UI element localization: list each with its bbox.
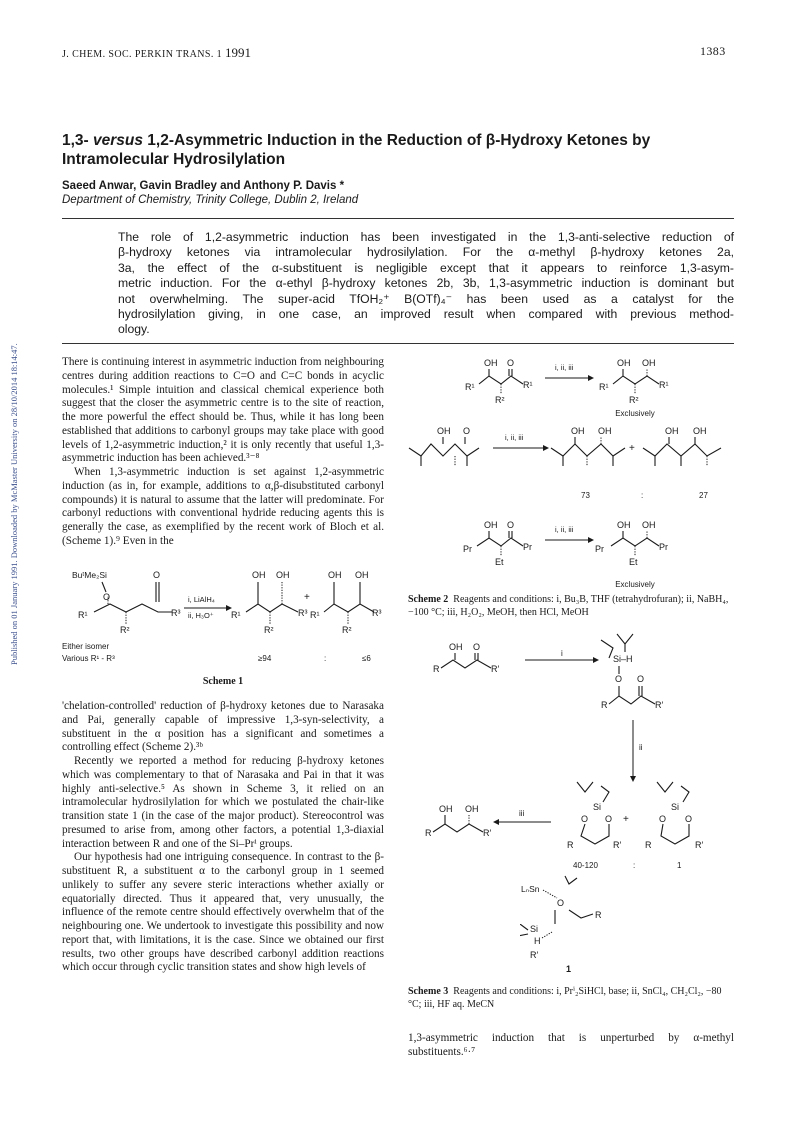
svg-text:Et: Et bbox=[629, 557, 638, 567]
svg-text:R¹: R¹ bbox=[310, 610, 320, 620]
svg-text:+: + bbox=[623, 814, 629, 825]
svg-text:O: O bbox=[103, 592, 111, 602]
svg-text:OH: OH bbox=[355, 570, 369, 580]
ratio-minor: ≤6 bbox=[362, 654, 371, 663]
various-substituents-note: Various R¹ - R³ bbox=[62, 654, 115, 663]
svg-text:Pr: Pr bbox=[463, 544, 472, 554]
affiliation: Department of Chemistry, Trinity College, Dublin 2, Ireland bbox=[62, 194, 359, 206]
svg-text:O: O bbox=[581, 814, 589, 824]
svg-text:O: O bbox=[463, 426, 471, 436]
abstract-line: The role of 1,2-asymmetric induction has been investigated in the 1,3-anti-selective reduction of bbox=[118, 230, 734, 244]
body-column-left-bottom bbox=[62, 700, 384, 975]
svg-text:R³: R³ bbox=[171, 608, 181, 618]
svg-text:Et: Et bbox=[495, 557, 504, 567]
journal-year: 1991 bbox=[224, 45, 251, 60]
svg-text:R¹: R¹ bbox=[599, 382, 609, 392]
svg-text:O: O bbox=[153, 570, 161, 580]
body-column-right-bottom bbox=[408, 1032, 734, 1060]
silyl-group: BuᵗMe₂Si bbox=[72, 570, 107, 580]
scheme-1-label: Scheme 1 bbox=[202, 676, 244, 687]
svg-text:OH: OH bbox=[693, 426, 707, 436]
download-note: Published on 01 January 1991. Downloaded by McMaster University on 28/10/2014 18:14:47. bbox=[9, 343, 19, 665]
svg-text:R³: R³ bbox=[372, 608, 382, 618]
svg-text:+: + bbox=[629, 443, 635, 454]
abstract-line: not overwhelming. The super-acid TfOH₂⁺ B(OTf)₄⁻ has been used as a catalyst for the bbox=[118, 291, 734, 306]
paragraph: When 1,3-asymmetric induction is set against 1,2-asymmetric induction (as in, for example, additions to α,β-disubstituted carbonyl compounds) it is natural to assume that the latter will predominate. For carbonyl reductions with conventional hydride reducing agents this is generally the case, as exemplified by the recent work of Bloch et al. (Scheme 1).⁹ Even in the bbox=[62, 466, 384, 547]
svg-text:OH: OH bbox=[328, 570, 342, 580]
scheme-2-caption: Scheme 2 Reagents and conditions: i, Bu₃B, THF (tetrahydrofuran); ii, NaBH₄, −100 °C; iii, H₂O₂, MeOH, then HCl, MeOH bbox=[408, 594, 729, 618]
tin-lewis-acid: LₙSn bbox=[521, 884, 540, 894]
paragraph: 'chelation-controlled' reduction of β-hydroxy ketones due to Narasaka and Pai, generally capable of impressive 1,3-syn-selectivity, a substituent in the α position has a significant and sometimes a controlling effect (Scheme 2).³ᵇ bbox=[62, 700, 384, 754]
svg-text:OH: OH bbox=[484, 358, 498, 368]
reagents-arrow-1: i, ii, iii bbox=[555, 363, 574, 372]
svg-text:R¹: R¹ bbox=[523, 380, 533, 390]
svg-text:OH: OH bbox=[598, 426, 612, 436]
svg-text:O: O bbox=[637, 674, 645, 684]
svg-text:OH: OH bbox=[571, 426, 585, 436]
svg-text:R¹: R¹ bbox=[78, 610, 88, 620]
svg-text:OH: OH bbox=[439, 804, 453, 814]
svg-text:R′: R′ bbox=[483, 828, 492, 838]
article-title: 1,3- versus 1,2-Asymmetric Induction in the Reduction of β-Hydroxy Ketones by Intramolecular Hydrosilylation bbox=[62, 132, 651, 168]
ratio-minor: 1 bbox=[677, 861, 682, 870]
svg-text:R²: R² bbox=[264, 625, 274, 635]
abstract-line: β-hydroxy ketones via intramolecular hydrosilylation. For the α-methyl β-hydroxy ketones 2a, bbox=[118, 245, 734, 260]
svg-text:i, ii, iii: i, ii, iii bbox=[555, 525, 574, 534]
svg-text:O: O bbox=[605, 814, 613, 824]
paragraph: There is continuing interest in asymmetric induction from neighbouring centres during addition reactions to C=O and C=C bonds in acyclic molecules.¹ Simple intuition and classical chemical experience both suggest that the closer the asymmetric centre is to the site of reaction, the more powerful the effect should be. Thus, while it has long been established that additions to carbonyl groups may take place with good levels of 1,2-asymmetric induction,² it is only recently that useful 1,3-asymmetric induction has been achieved.³⁻⁸ bbox=[62, 356, 384, 465]
svg-text::: : bbox=[641, 491, 644, 500]
svg-text:R′: R′ bbox=[655, 700, 664, 710]
svg-text:OH: OH bbox=[617, 358, 631, 368]
svg-text:R: R bbox=[595, 910, 602, 920]
ratio-major: 73 bbox=[581, 491, 590, 500]
svg-text:R: R bbox=[567, 840, 574, 850]
svg-text:OH: OH bbox=[665, 426, 679, 436]
body-column-left-top bbox=[62, 356, 384, 549]
ratio-major: 40-120 bbox=[573, 861, 598, 870]
svg-text:OH: OH bbox=[617, 520, 631, 530]
svg-text:O: O bbox=[685, 814, 693, 824]
si-h-group: Si–H bbox=[613, 654, 633, 664]
svg-text:R¹: R¹ bbox=[659, 380, 669, 390]
svg-text:O: O bbox=[615, 674, 623, 684]
svg-text:OH: OH bbox=[276, 570, 290, 580]
abstract-line: ology. bbox=[118, 322, 150, 337]
transition-state-1 bbox=[520, 924, 640, 974]
svg-text:Pr: Pr bbox=[659, 542, 668, 552]
svg-text:OH: OH bbox=[437, 426, 451, 436]
ratio-major: ≥94 bbox=[258, 654, 272, 663]
svg-text:O: O bbox=[507, 520, 515, 530]
scheme-1 bbox=[62, 566, 392, 686]
svg-text:Si: Si bbox=[530, 924, 539, 934]
svg-text:R′: R′ bbox=[530, 950, 539, 960]
svg-text:O: O bbox=[557, 898, 565, 908]
svg-text:O: O bbox=[659, 814, 667, 824]
svg-text:R²: R² bbox=[342, 625, 352, 635]
scheme-3 bbox=[405, 626, 735, 926]
step-i-label: i bbox=[561, 649, 563, 658]
svg-text:O: O bbox=[473, 642, 481, 652]
svg-text:R′: R′ bbox=[613, 840, 622, 850]
svg-text:OH: OH bbox=[252, 570, 266, 580]
paragraph: Recently we reported a method for reducing β-hydroxy ketones which was complementary to that of Narasaka and Pai in that it was highly anti-selective.⁵ As shown in Scheme 3, it relied on an intramolecular hydrosilylation for which we postulated the chair-like transition state 1 (in the case of the major product). Stereocontrol was presumed to arise from, among other factors, a potential 1,3-diaxial interaction between R and one of the Si–Prⁱ groups. bbox=[62, 755, 384, 850]
svg-text:OH: OH bbox=[465, 804, 479, 814]
paragraph: Our hypothesis had one intriguing consequence. In contrast to the β-substituent R, a substituent α to the carbonyl group in 1 seemed unlikely to suffer any severe steric interactions whether axially or equatorially directed. Thus it appeared that, very unusually, the influence of the remote centre should effectively overwhelm that of the neighbouring one. We undertook to investigate this possibility and now report that, with limitations, it is the case. Since we obtained our first results, two other groups have described carbonyl addition reactions which occur through cyclic transition states and show high levels of bbox=[62, 851, 384, 974]
svg-text::: : bbox=[633, 861, 636, 870]
svg-text:O: O bbox=[507, 358, 515, 368]
abstract-line: metric induction. For the α-ethyl β-hydroxy ketones 2b, 3b, 1,3-asymmetric induction is dominant but bbox=[118, 276, 734, 291]
svg-text:OH: OH bbox=[642, 358, 656, 368]
either-isomer-note: Either isomer bbox=[62, 642, 110, 651]
exclusively-label: Exclusively bbox=[615, 409, 655, 418]
reagent-step-2: ii, H₃O⁺ bbox=[188, 611, 214, 620]
svg-text:R: R bbox=[601, 700, 608, 710]
svg-text:+: + bbox=[304, 592, 310, 603]
step-iii-label: iii bbox=[519, 809, 525, 818]
svg-text:H: H bbox=[534, 936, 541, 946]
exclusively-label: Exclusively bbox=[615, 580, 655, 589]
svg-text:R²: R² bbox=[495, 395, 505, 405]
scheme-3-caption: Scheme 3 Reagents and conditions: i, Prⁱ₂SiHCl, base; ii, SnCl₄, CH₂Cl₂, −80 °C; iii, HF aq. MeCN bbox=[408, 986, 722, 1010]
journal-name: J. CHEM. SOC. PERKIN TRANS. 1 bbox=[62, 49, 223, 60]
compound-number: 1 bbox=[566, 964, 572, 974]
svg-text:R: R bbox=[645, 840, 652, 850]
paragraph: 1,3-asymmetric induction that is unperturbed by α-methyl substituents.⁶·⁷ bbox=[408, 1032, 734, 1058]
svg-text:R¹: R¹ bbox=[231, 610, 241, 620]
step-ii-label: ii bbox=[639, 743, 643, 752]
svg-text:OH: OH bbox=[484, 520, 498, 530]
svg-text:Pr: Pr bbox=[595, 544, 604, 554]
abstract-line: hydrosilylation giving, in one case, an improved result when compared with previous method- bbox=[118, 307, 734, 322]
svg-text:Si: Si bbox=[671, 802, 680, 812]
running-header bbox=[62, 45, 251, 61]
svg-text:R²: R² bbox=[120, 625, 130, 635]
svg-text:R: R bbox=[425, 828, 432, 838]
ratio-minor: 27 bbox=[699, 491, 708, 500]
svg-text:R: R bbox=[433, 664, 440, 674]
svg-text:R′: R′ bbox=[695, 840, 704, 850]
svg-text:Si: Si bbox=[593, 802, 602, 812]
svg-text:Pr: Pr bbox=[523, 542, 532, 552]
abstract-line: 3a, the effect of the α-substituent is negligible except that it appears to reinforce 1,3-asym- bbox=[118, 260, 734, 275]
svg-text::: : bbox=[324, 654, 327, 663]
scheme-2 bbox=[405, 352, 735, 592]
reagent-step-1: i, LiAlH₄ bbox=[188, 595, 215, 604]
svg-text:R²: R² bbox=[629, 395, 639, 405]
abstract bbox=[118, 230, 734, 338]
author-list: Saeed Anwar, Gavin Bradley and Anthony P. Davis * bbox=[62, 180, 345, 192]
page-number: 1383 bbox=[700, 44, 726, 58]
svg-text:R³: R³ bbox=[298, 608, 308, 618]
svg-text:OH: OH bbox=[642, 520, 656, 530]
svg-text:R′: R′ bbox=[491, 664, 500, 674]
svg-text:R¹: R¹ bbox=[465, 382, 475, 392]
svg-text:i, ii, iii: i, ii, iii bbox=[505, 433, 524, 442]
svg-text:OH: OH bbox=[449, 642, 463, 652]
abstract-rule bbox=[62, 343, 734, 344]
title-rule bbox=[62, 218, 734, 219]
